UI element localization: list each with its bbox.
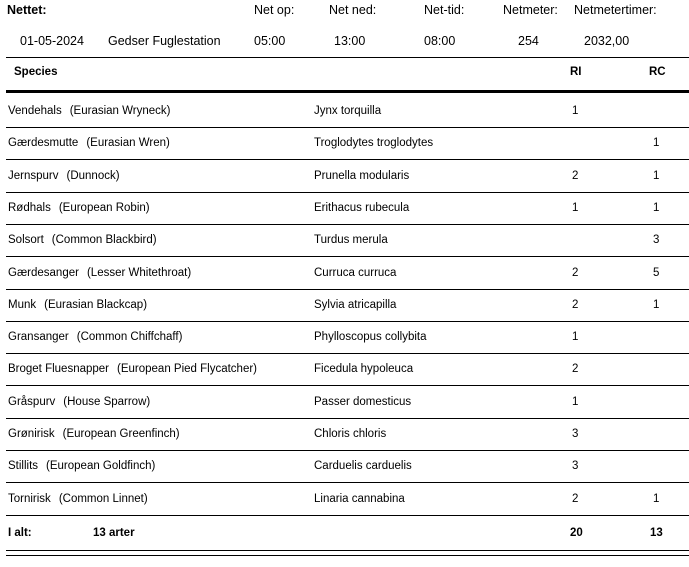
table-row [0, 258, 689, 290]
species-name [8, 267, 191, 279]
rc-value: 1 [653, 492, 660, 505]
footer-rule-1 [6, 550, 689, 551]
ri-value: 3 [572, 460, 579, 473]
species-name [8, 234, 157, 246]
table-row [0, 161, 689, 193]
ri-value: 1 [572, 201, 579, 214]
rc-value: 1 [653, 137, 660, 150]
col-rc-header: RC [649, 66, 666, 78]
species-name [8, 363, 257, 375]
danish-name: Stillits [8, 460, 39, 473]
latin-name: Phylloscopus collybita [314, 331, 427, 344]
col-ri-header: RI [570, 66, 582, 78]
latin-name: Troglodytes troglodytes [314, 137, 434, 150]
netmetertimer-label: Netmetertimer: [574, 3, 657, 17]
latin-name: Carduelis carduelis [314, 460, 412, 473]
table-row [0, 322, 689, 354]
danish-name: Gransanger [8, 331, 69, 344]
latin-name: Jynx torquilla [314, 105, 382, 117]
species-name [8, 170, 120, 182]
ri-value: 2 [572, 363, 579, 376]
rc-value: 1 [653, 201, 660, 214]
danish-name: Gærdesmutte [8, 137, 79, 150]
danish-name: Jernspurv [8, 169, 59, 182]
danish-name: Gærdesanger [8, 266, 79, 279]
english-name: (Eurasian Wryneck) [69, 105, 171, 117]
total-ri: 20 [570, 527, 583, 539]
rc-value: 3 [653, 234, 660, 247]
english-name: (Eurasian Blackcap) [44, 298, 148, 311]
english-name: (Common Blackbird) [51, 234, 157, 247]
species-name [8, 105, 170, 117]
netmeter-value: 254 [518, 34, 539, 48]
ri-value: 2 [572, 266, 579, 279]
ri-value: 1 [572, 331, 579, 344]
net-tid-value: 08:00 [424, 34, 456, 48]
date-value: 01-05-2024 [20, 34, 84, 48]
species-name [8, 493, 148, 505]
species-name [8, 460, 155, 472]
netmeter-label: Netmeter: [503, 3, 558, 17]
row-rule [6, 515, 689, 516]
table-row [0, 193, 689, 225]
danish-name: Tornirisk [8, 492, 51, 505]
net-op-value: 05:00 [254, 34, 286, 48]
english-name: (Dunnock) [66, 169, 120, 182]
header-top-rule [6, 57, 689, 58]
ri-value: 1 [572, 105, 579, 117]
table-row [0, 484, 689, 516]
ri-value: 3 [572, 428, 579, 440]
table-row [0, 290, 689, 322]
english-name: (European Pied Flycatcher) [117, 363, 257, 376]
latin-name: Ficedula hypoleuca [314, 363, 414, 376]
english-name: (European Greenfinch) [62, 428, 180, 440]
latin-name: Sylvia atricapilla [314, 298, 397, 311]
total-rc: 13 [650, 527, 663, 539]
net-ned-label: Net ned: [329, 3, 377, 17]
latin-name: Curruca curruca [314, 266, 397, 279]
table-row [0, 225, 689, 257]
danish-name: Grønirisk [8, 428, 55, 440]
netmetertimer-value: 2032,00 [584, 34, 630, 48]
species-name [8, 331, 182, 343]
danish-name: Broget Fluesnapper [8, 363, 110, 376]
latin-name: Passer domesticus [314, 395, 412, 408]
total-count: 13 arter [93, 527, 135, 539]
english-name: (House Sparrow) [63, 395, 151, 408]
latin-name: Prunella modularis [314, 169, 410, 182]
ri-value: 2 [572, 169, 579, 182]
table-row [0, 387, 689, 419]
danish-name: Vendehals [8, 105, 62, 117]
rc-value: 1 [653, 169, 660, 182]
species-name [8, 428, 180, 440]
danish-name: Solsort [8, 234, 44, 247]
english-name: (Common Linnet) [58, 492, 148, 505]
rc-value: 1 [653, 298, 660, 311]
english-name: (Eurasian Wren) [86, 137, 170, 150]
footer-rule-2 [6, 555, 689, 556]
english-name: (Lesser Whitethroat) [86, 266, 192, 279]
table-row [0, 128, 689, 160]
station-value: Gedser Fuglestation [108, 34, 221, 48]
ri-value: 2 [572, 298, 579, 311]
latin-name: Erithacus rubecula [314, 201, 410, 214]
table-row [0, 419, 689, 451]
rc-value: 5 [653, 266, 660, 279]
danish-name: Rødhals [8, 201, 51, 214]
net-tid-label: Net-tid: [424, 3, 465, 17]
danish-name: Munk [8, 298, 37, 311]
english-name: (European Goldfinch) [46, 460, 156, 473]
english-name: (European Robin) [58, 201, 150, 214]
net-ned-value: 13:00 [334, 34, 366, 48]
species-name [8, 202, 150, 214]
ri-value: 1 [572, 395, 579, 408]
header-bottom-rule [6, 90, 689, 93]
table-row [0, 96, 689, 128]
ri-value: 2 [572, 492, 579, 505]
latin-name: Linaria cannabina [314, 492, 405, 505]
table-row [0, 451, 689, 483]
english-name: (Common Chiffchaff) [76, 331, 183, 344]
table-row [0, 354, 689, 386]
latin-name: Chloris chloris [314, 428, 387, 440]
latin-name: Turdus merula [314, 234, 388, 247]
total-label: I alt: [8, 527, 32, 539]
net-op-label: Net op: [254, 3, 295, 17]
species-name [8, 137, 170, 149]
species-name [8, 299, 147, 311]
col-species-header: Species [14, 66, 58, 78]
nettet-label: Nettet: [7, 3, 47, 17]
species-name [8, 396, 150, 408]
danish-name: Gråspurv [8, 395, 56, 408]
